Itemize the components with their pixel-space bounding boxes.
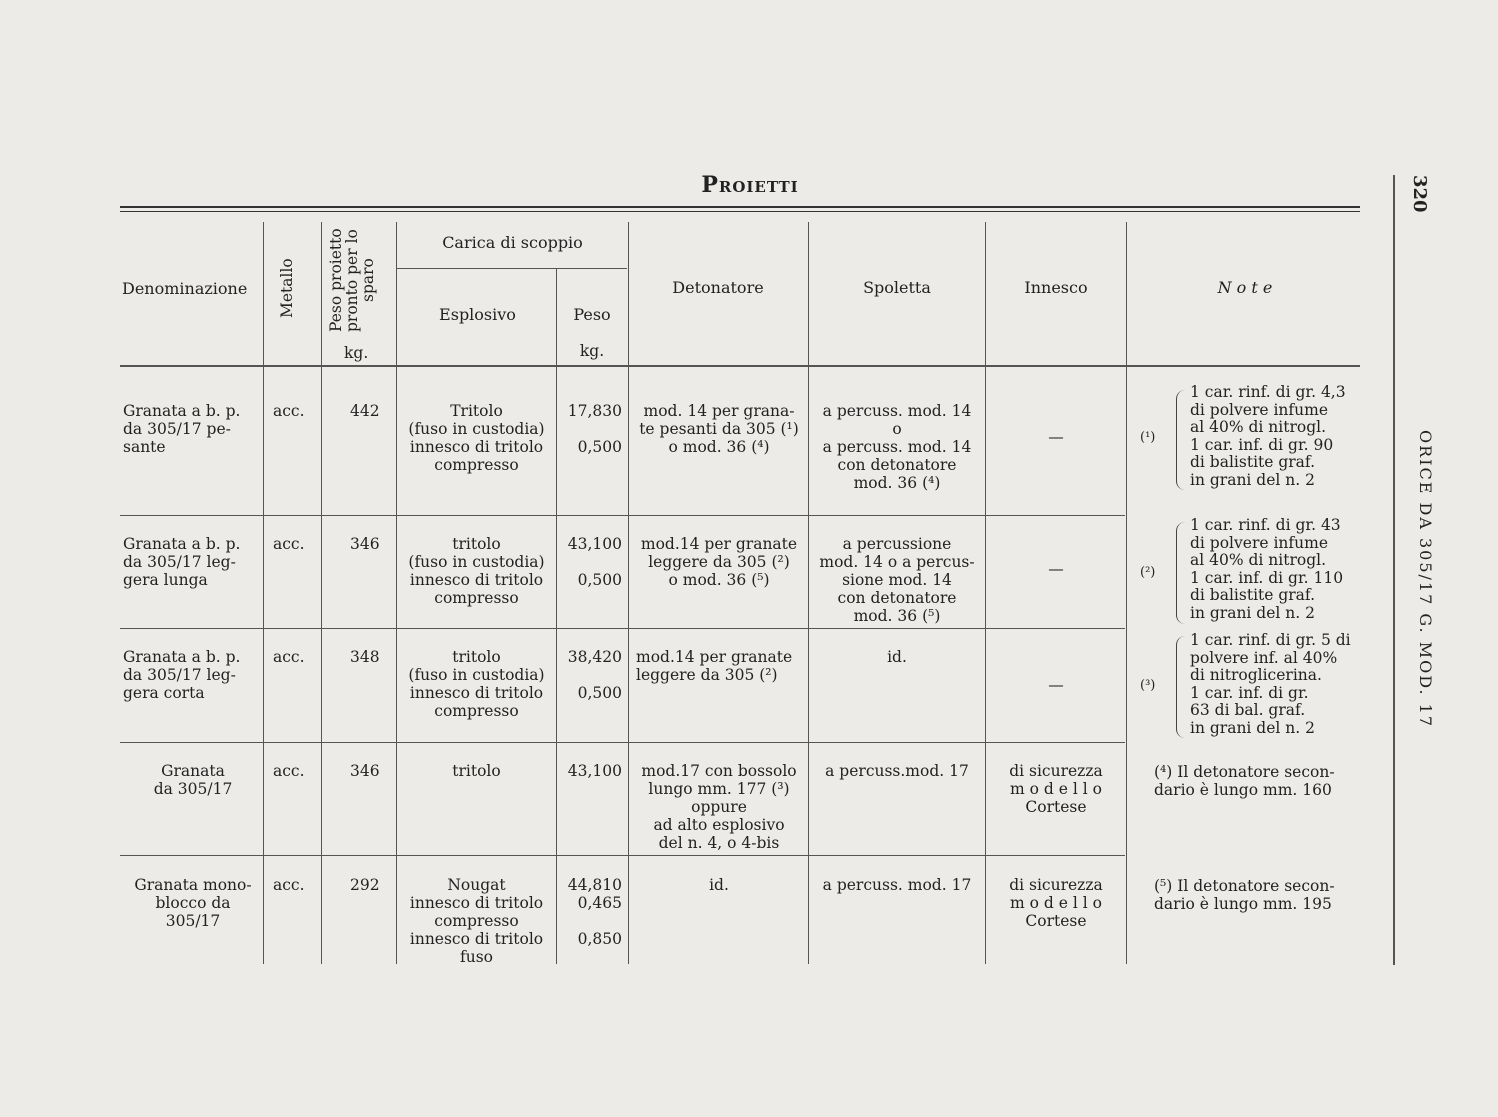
top-rule	[120, 206, 1360, 208]
row3-innesco: —	[1048, 676, 1064, 694]
row2-esplosivo: tritolo (fuso in custodia) innesco di tritolo compresso	[408, 535, 545, 607]
page-title: Proietti	[701, 172, 799, 198]
row1-spoletta: a percuss. mod. 14 o a percuss. mod. 14 con detonatore mod. 36 (⁴)	[822, 402, 972, 492]
row5-peso: 44,810 0,465 0,850	[567, 876, 622, 948]
running-head: ORICE DA 305/17 G. MOD. 17	[1416, 430, 1435, 729]
header-metallo: Metallo	[278, 258, 296, 318]
row5-esplosivo: Nougat innesco di tritolo compresso innesco di tritolo fuso	[409, 876, 544, 966]
row4-metallo: acc.	[273, 762, 305, 780]
row2-peso-proietto: 346	[350, 535, 380, 553]
row1-denominazione: Granata a b. p. da 305/17 pe- sante	[123, 402, 241, 456]
header-detonatore: Detonatore	[672, 278, 764, 297]
top-rule-thin	[120, 211, 1360, 212]
row4-peso-proietto: 346	[350, 762, 380, 780]
row3-peso-proietto: 348	[350, 648, 380, 666]
row1-metallo: acc.	[273, 402, 305, 420]
note4-text: (⁴) Il detonatore secon- dario è lungo mm. 160	[1154, 763, 1335, 799]
note1-brace	[1176, 390, 1185, 490]
col-rule	[985, 222, 986, 964]
row5-peso-proietto: 292	[350, 876, 380, 894]
col-rule	[808, 222, 809, 964]
note1-text: 1 car. rinf. di gr. 4,3 di polvere infume al 40% di nitrogl. 1 car. inf. di gr. 90 di balistite graf. in grani del n. 2	[1190, 383, 1346, 489]
header-note: N o t e	[1217, 278, 1273, 297]
header-peso-proietto: Peso proietto pronto per lo sparo	[327, 228, 377, 333]
row5-spoletta: a percuss. mod. 17	[822, 876, 972, 894]
row2-detonatore: mod.14 per granate leggere da 305 (²) o mod. 36 (⁵)	[640, 535, 798, 589]
row3-spoletta: id.	[887, 648, 907, 666]
row3-denominazione: Granata a b. p. da 305/17 leg- gera corta	[123, 648, 241, 702]
note3-ref: (³)	[1140, 678, 1156, 693]
row5-detonatore: id.	[709, 876, 729, 894]
header-peso: Peso	[573, 305, 611, 324]
carica-sub-rule	[397, 268, 627, 269]
row2-metallo: acc.	[273, 535, 305, 553]
row4-peso: 43,100	[567, 762, 622, 780]
row-rule	[120, 515, 1125, 516]
row2-innesco: —	[1048, 560, 1064, 578]
header-bottom-rule	[120, 365, 1360, 367]
row4-detonatore: mod.17 con bossolo lungo mm. 177 (³) oppure ad alto esplosivo del n. 4, o 4-bis	[641, 762, 797, 852]
row5-innesco: di sicurezza m o d e l l o Cortese	[1009, 876, 1103, 930]
row-rule	[120, 855, 1125, 856]
row2-spoletta: a percussione mod. 14 o a percus- sione mod. 14 con detonatore mod. 36 (⁵)	[819, 535, 975, 625]
header-spoletta: Spoletta	[863, 278, 931, 297]
row4-innesco: di sicurezza m o d e l l o Cortese	[1009, 762, 1103, 816]
row4-esplosivo: tritolo	[452, 762, 501, 780]
row3-esplosivo: tritolo (fuso in custodia) innesco di tritolo compresso	[408, 648, 545, 720]
row5-metallo: acc.	[273, 876, 305, 894]
row3-detonatore: mod.14 per granate leggere da 305 (²)	[636, 648, 793, 684]
page-number: 320	[1409, 175, 1430, 213]
note2-ref: (²)	[1140, 565, 1156, 580]
row4-denominazione: Granata da 305/17	[153, 762, 233, 798]
row1-innesco: —	[1048, 428, 1064, 446]
row4-spoletta: a percuss.mod. 17	[825, 762, 969, 780]
row1-detonatore: mod. 14 per grana- te pesanti da 305 (¹) o mod. 36 (⁴)	[639, 402, 799, 456]
header-esplosivo: Esplosivo	[439, 305, 516, 324]
row1-esplosivo: Tritolo (fuso in custodia) innesco di tritolo compresso	[408, 402, 545, 474]
col-rule	[1126, 222, 1127, 964]
header-peso-proietto-unit: kg.	[344, 344, 369, 362]
note3-brace	[1176, 636, 1185, 738]
row2-peso: 43,100 0,500	[567, 535, 622, 589]
row3-peso: 38,420 0,500	[567, 648, 622, 702]
row1-peso: 17,830 0,500	[567, 402, 622, 456]
row-rule	[120, 742, 1125, 743]
header-carica: Carica di scoppio	[442, 233, 583, 252]
row5-denominazione: Granata mono- blocco da 305/17	[134, 876, 252, 930]
col-rule	[556, 268, 557, 964]
col-rule	[263, 222, 264, 964]
col-rule	[396, 222, 397, 964]
side-rule	[1393, 175, 1395, 965]
header-denominazione: Denominazione	[122, 279, 248, 298]
note3-text: 1 car. rinf. di gr. 5 di polvere inf. al 40% di nitroglicerina. 1 car. inf. di gr. 63 di bal. graf. in grani del n. 2	[1190, 631, 1351, 737]
row2-denominazione: Granata a b. p. da 305/17 leg- gera lunga	[123, 535, 241, 589]
row-rule	[120, 628, 1125, 629]
row1-peso-proietto: 442	[350, 402, 380, 420]
note5-text: (⁵) Il detonatore secon- dario è lungo mm. 195	[1154, 877, 1335, 913]
header-peso-unit: kg.	[579, 342, 605, 360]
row3-metallo: acc.	[273, 648, 305, 666]
note1-ref: (¹)	[1140, 430, 1156, 445]
header-innesco: Innesco	[1024, 278, 1088, 297]
col-rule	[628, 222, 629, 964]
col-rule	[321, 222, 322, 964]
note2-text: 1 car. rinf. di gr. 43 di polvere infume al 40% di nitrogl. 1 car. inf. di gr. 110 di balistite graf. in grani del n. 2	[1190, 516, 1344, 622]
note2-brace	[1176, 522, 1185, 624]
